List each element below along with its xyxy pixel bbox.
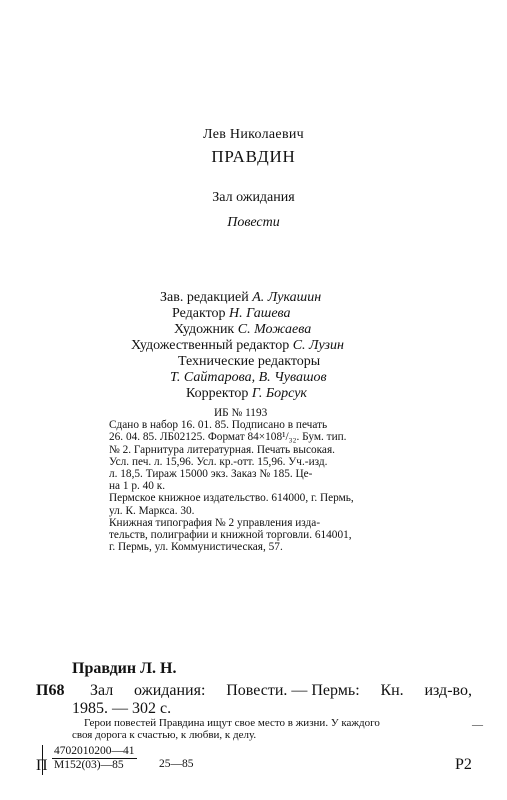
annotation-line: своя дорога к счастью, к любви, к делу.: [72, 729, 257, 742]
card-title-word: Кн.: [380, 682, 404, 699]
imprint-line: Сдано в набор 16. 01. 85. Подписано в печать: [109, 419, 328, 432]
card-title-word: Зал: [90, 682, 114, 699]
author-name: Лев Николаевич: [203, 127, 304, 142]
imprint-line: № 2. Гарнитура литературная. Печать высокая.: [109, 443, 335, 456]
credit-line: [170, 370, 327, 387]
credit-name: А. Лукашин: [252, 290, 322, 305]
credit-role: Редактор: [172, 306, 226, 321]
credit-line: [174, 322, 311, 339]
imprint-line: Книжная типография № 2 управления изда-: [109, 516, 321, 529]
card-title-word: изд-во,: [424, 682, 472, 699]
card-author-heading: Правдин Л. Н.: [72, 660, 177, 677]
ib-number: ИБ № 1193: [214, 407, 268, 419]
imprint-line: 26. 04. 85. ЛБ02125. Формат 84×108¹/₃₂. Бум. тип.: [109, 431, 347, 444]
credit-name: Н. Гашева: [229, 306, 291, 321]
credit-role: Технические редакторы: [178, 354, 321, 369]
card-classification-code: П68: [36, 682, 65, 699]
index-right: Р2: [455, 756, 472, 773]
fraction-numerator: 4702010200—41: [54, 745, 135, 757]
annotation: [72, 717, 380, 742]
index-letter: П: [36, 757, 48, 774]
card-title-word: Повести. — Пермь:: [226, 682, 360, 699]
imprint-line: Усл. печ. л. 15,96. Усл. кр.-отт. 15,96. Уч.-изд.: [109, 455, 328, 468]
credit-role: Художественный редактор: [131, 338, 290, 353]
credit-role: Корректор: [186, 386, 249, 401]
card-year-pages: 1985. — 302 с.: [72, 700, 172, 717]
card-title-line: [90, 682, 472, 700]
credit-line: [131, 338, 344, 355]
imprint-line: л. 18,5. Тираж 15000 экз. Заказ № 185. Це-: [109, 468, 313, 481]
credit-name: Г. Борсук: [251, 386, 307, 401]
annotation-line: Герои повестей Правдина ищут свое место в жизни. У каждого: [84, 717, 380, 729]
credit-role: Художник: [174, 322, 235, 337]
credit-name: Т. Сайтарова, В. Чувашов: [170, 370, 327, 385]
credit-role: Зав. редакцией: [160, 290, 249, 305]
imprint-line: ул. К. Маркса. 30.: [109, 504, 195, 517]
credit-line: [172, 306, 291, 323]
card-title-word: ожидания:: [134, 682, 206, 699]
credit-name: С. Можаева: [237, 322, 312, 337]
credit-line: [186, 386, 307, 403]
imprint-line: на 1 р. 40 к.: [109, 480, 166, 493]
credit-line: [160, 290, 321, 307]
book-title: Зал ожидания: [212, 190, 295, 205]
book-subtitle: Повести: [227, 215, 280, 230]
imprint-line: Пермское книжное издательство. 614000, г. Пермь,: [109, 492, 354, 505]
index-fraction: [52, 745, 137, 772]
annotation-dash: —: [472, 719, 483, 731]
fraction-tail: 25—85: [159, 758, 194, 770]
imprint-line: г. Пермь, ул. Коммунистическая, 57.: [109, 541, 283, 554]
author-surname: ПРАВДИН: [211, 147, 296, 166]
imprint-block: [109, 407, 354, 553]
credit-name: С. Лузин: [292, 338, 344, 353]
credit-line: [178, 354, 320, 371]
imprint-line: тельств, полиграфии и книжной торговли. 614001,: [109, 529, 352, 542]
fraction-denominator: М152(03)—85: [52, 758, 137, 772]
